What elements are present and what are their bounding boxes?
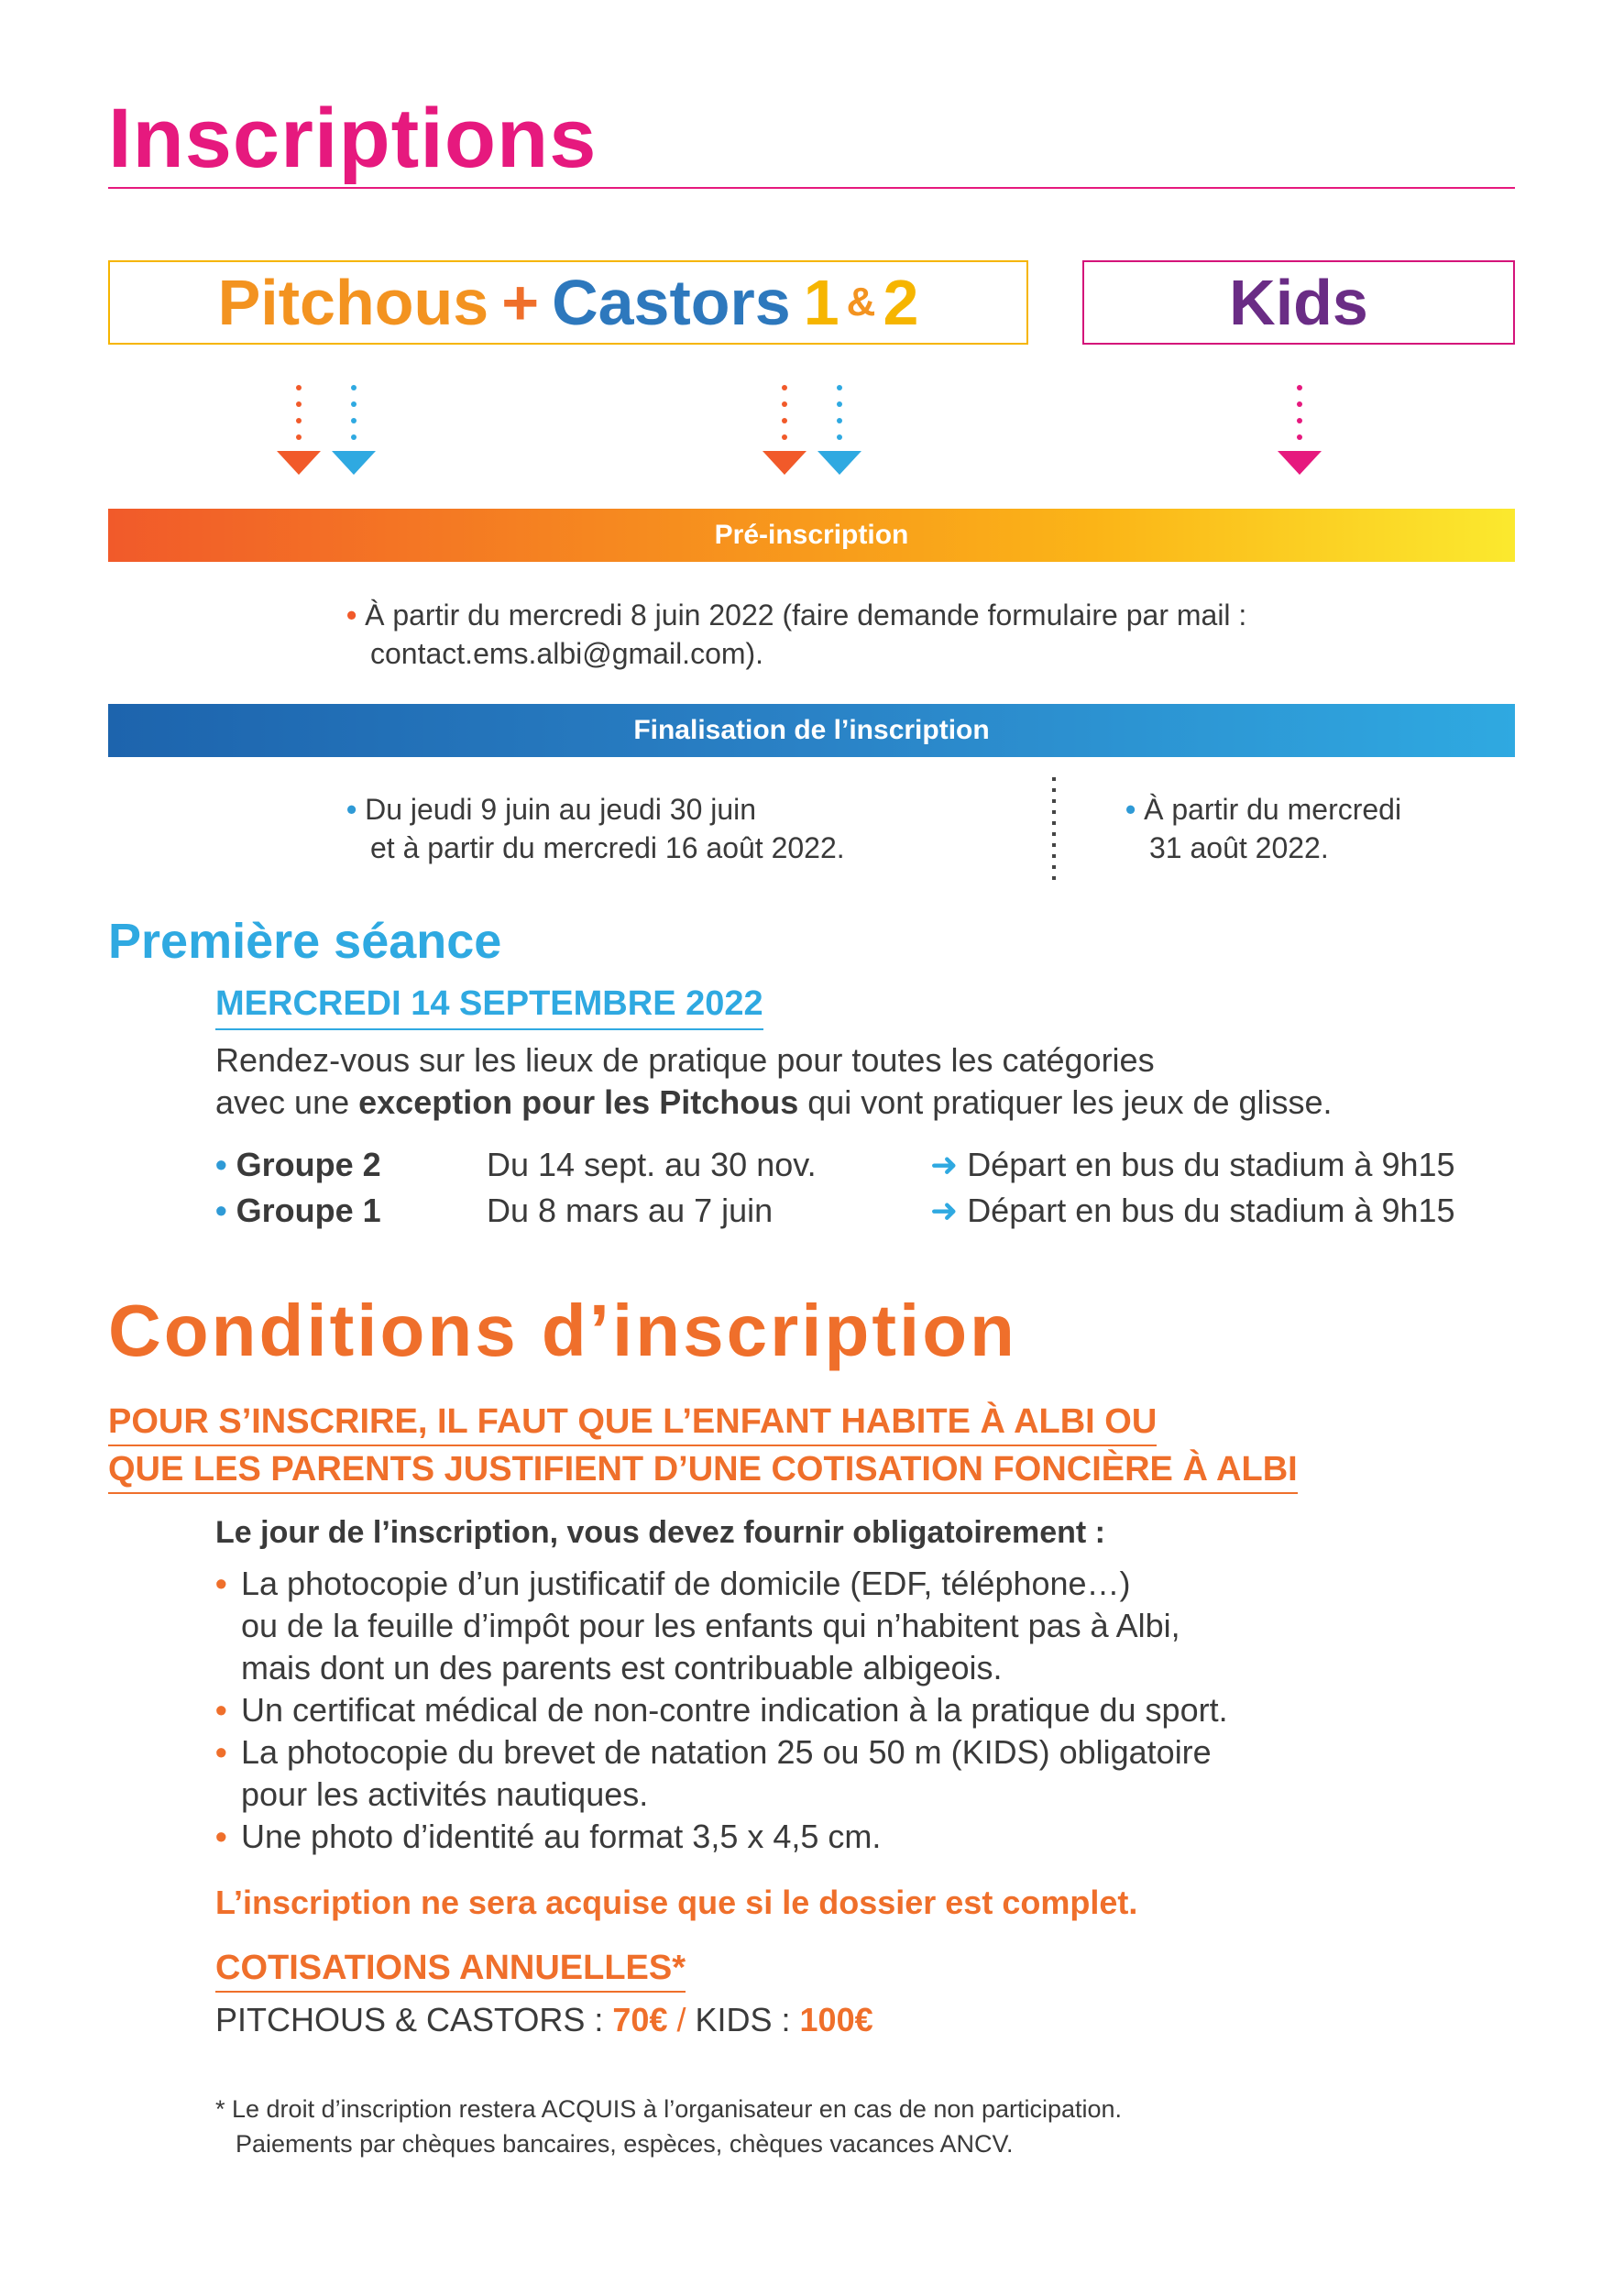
arrow-down-icon	[332, 385, 376, 475]
finalisation-bar-label: Finalisation de l’inscription	[633, 715, 990, 745]
list-item	[215, 1816, 1535, 1858]
preinscription-text	[346, 596, 1446, 673]
price-label-pitchous-castors: PITCHOUS & CASTORS :	[215, 2001, 613, 2038]
bullet: •	[215, 1733, 227, 1771]
group-dates: Du 8 mars au 7 juin	[487, 1192, 774, 1229]
finalisation-bar	[108, 704, 1515, 757]
footnote-line1: * Le droit d’inscription restera ACQUIS à l’organisateur en cas de non participation.	[215, 2095, 1123, 2123]
list-item-line: Une photo d’identité au format 3,5 x 4,5 cm.	[241, 1818, 882, 1855]
bullet: •	[346, 599, 357, 632]
castors-number-1: 1	[803, 267, 839, 338]
bullet: •	[215, 1192, 227, 1229]
group-departure: Départ en bus du stadium à 9h15	[967, 1146, 1455, 1183]
preinscription-bar	[108, 509, 1515, 562]
ampersand: &	[846, 280, 876, 324]
list-item-line: mais dont un des parents est contribuable albigeois.	[241, 1649, 1003, 1686]
page-title: Inscriptions	[108, 92, 598, 185]
bullet: •	[215, 1818, 227, 1855]
list-item-line: La photocopie d’un justificatif de domicile (EDF, téléphone…)	[241, 1565, 1131, 1602]
price-kids: 100€	[799, 2001, 873, 2038]
group-dates: Du 14 sept. au 30 nov.	[487, 1146, 817, 1183]
bullet: •	[215, 1565, 227, 1602]
finalisation-left-line2: et à partir du mercredi 16 août 2022.	[370, 831, 845, 864]
conditions-subtitle-line2: QUE LES PARENTS JUSTIFIENT D’UNE COTISATION FONCIÈRE À ALBI	[108, 1452, 1298, 1494]
arrow-down-icon	[763, 385, 807, 475]
footnote	[215, 2092, 1517, 2161]
pitchous-castors-box	[108, 260, 1028, 345]
arrow-right-icon: ➜	[930, 1146, 959, 1183]
finalisation-right-line2: 31 août 2022.	[1149, 831, 1329, 864]
kids-box	[1082, 260, 1515, 345]
bullet: •	[215, 1691, 227, 1729]
conditions-subtitle-line1: POUR S’INSCRIRE, IL FAUT QUE L’ENFANT HABITE À ALBI OU	[108, 1404, 1157, 1446]
footnote-line2: Paiements par chèques bancaires, espèces, chèques vacances ANCV.	[236, 2130, 1014, 2158]
finalisation-right	[1125, 790, 1510, 867]
price-pitchous-castors: 70€	[612, 2001, 668, 2038]
arrow-down-icon	[277, 385, 321, 475]
kids-label: Kids	[1229, 267, 1368, 338]
pitchous-label: Pitchous	[217, 267, 489, 338]
list-item	[215, 1689, 1535, 1731]
arrow-down-icon	[1278, 385, 1322, 475]
arrow-down-icon	[817, 385, 861, 475]
title-divider	[108, 187, 1515, 189]
bullet: •	[346, 793, 357, 826]
list-item-line: La photocopie du brevet de natation 25 ou 50 m (KIDS) obligatoire	[241, 1733, 1212, 1771]
desc-line2-bold: exception pour les Pitchous	[358, 1083, 799, 1121]
price-separator: /	[667, 2001, 696, 2038]
castors-label: Castors	[552, 267, 791, 338]
castors-number-2: 2	[883, 267, 919, 338]
preinscription-line1: À partir du mercredi 8 juin 2022 (faire demande formulaire par mail :	[365, 599, 1247, 632]
conditions-lead: Le jour de l’inscription, vous devez fournir obligatoirement :	[215, 1515, 1105, 1550]
bullet: •	[1125, 793, 1136, 826]
preinscription-bar-label: Pré-inscription	[714, 520, 909, 550]
list-item-line: pour les activités nautiques.	[241, 1775, 649, 1813]
list-item	[215, 1731, 1535, 1816]
desc-line2-post: qui vont pratiquer les jeux de glisse.	[798, 1083, 1333, 1121]
group-name: Groupe 2	[236, 1146, 381, 1183]
preinscription-email: contact.ems.albi@gmail.com).	[370, 637, 764, 670]
list-item-line: ou de la feuille d’impôt pour les enfants qui n’habitent pas à Albi,	[241, 1607, 1180, 1644]
premiere-seance-date: MERCREDI 14 SEPTEMBRE 2022	[215, 986, 763, 1030]
desc-line1: Rendez-vous sur les lieux de pratique pour toutes les catégories	[215, 1041, 1155, 1079]
cotisations-prices	[215, 2001, 873, 2038]
premiere-seance-title: Première séance	[108, 914, 502, 969]
dotted-separator	[1052, 777, 1056, 885]
arrow-right-icon: ➜	[930, 1192, 959, 1229]
bullet: •	[215, 1146, 227, 1183]
premiere-seance-description	[215, 1039, 1544, 1124]
conditions-title: Conditions d’inscription	[108, 1290, 1017, 1371]
list-item-line: Un certificat médical de non-contre indication à la pratique du sport.	[241, 1691, 1228, 1729]
price-label-kids: KIDS :	[695, 2001, 800, 2038]
conditions-list	[215, 1563, 1535, 1858]
list-item	[215, 1563, 1535, 1689]
cotisations-title: COTISATIONS ANNUELLES*	[215, 1950, 686, 1993]
desc-line2-pre: avec une	[215, 1083, 359, 1121]
plus-sign: +	[501, 267, 540, 338]
finalisation-right-line1: À partir du mercredi	[1144, 793, 1402, 826]
group-name: Groupe 1	[236, 1192, 381, 1229]
conditions-note: L’inscription ne sera acquise que si le dossier est complet.	[215, 1884, 1138, 1921]
finalisation-left	[346, 790, 1006, 867]
finalisation-left-line1: Du jeudi 9 juin au jeudi 30 juin	[365, 793, 757, 826]
group-departure: Départ en bus du stadium à 9h15	[967, 1192, 1455, 1229]
desc-line2	[215, 1082, 1544, 1124]
